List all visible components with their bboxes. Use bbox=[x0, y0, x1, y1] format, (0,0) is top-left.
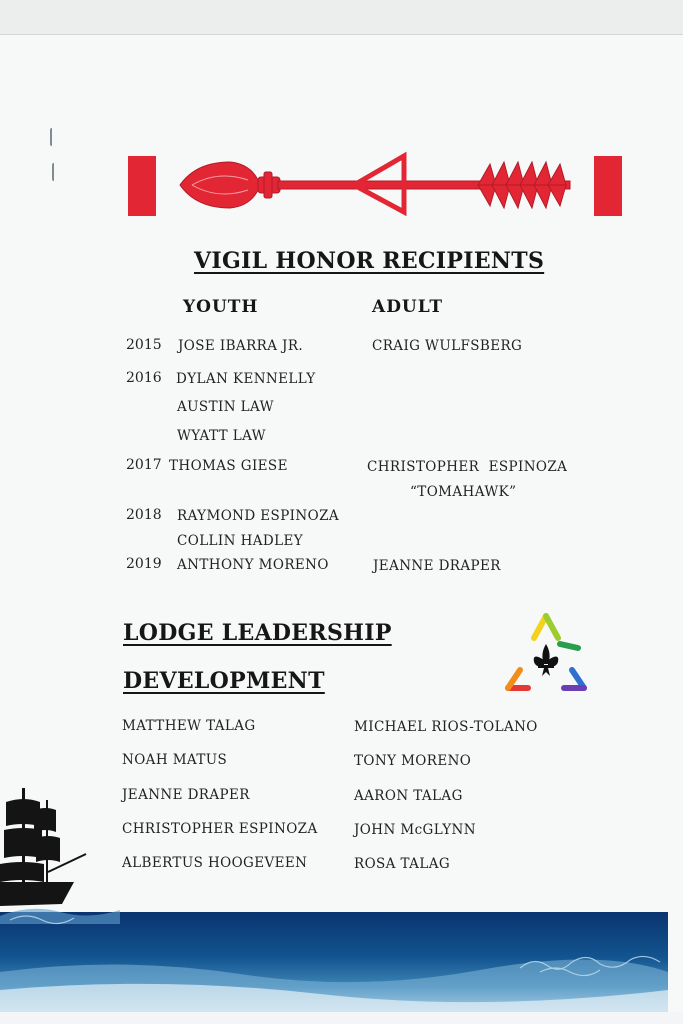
youth-recipient: WYATT LAW bbox=[177, 428, 266, 444]
youth-column-header: YOUTH bbox=[183, 297, 259, 317]
leadership-member: MATTHEW TALAG bbox=[122, 718, 256, 734]
leadership-member: NOAH MATUS bbox=[122, 752, 228, 768]
year-label: 2015 bbox=[126, 337, 162, 353]
sash-right-band bbox=[594, 156, 622, 216]
youth-recipient: AUSTIN LAW bbox=[177, 399, 274, 415]
youth-recipient: RAYMOND ESPINOZA bbox=[177, 508, 340, 524]
leadership-title-line1: LODGE LEADERSHIP bbox=[123, 620, 392, 646]
youth-recipient: COLLIN HADLEY bbox=[177, 533, 304, 549]
adult-recipient: CHRISTOPHER ESPINOZA bbox=[367, 459, 568, 475]
leadership-member: JOHN McGLYNN bbox=[354, 822, 476, 838]
ocean-waves-icon bbox=[0, 902, 683, 1024]
vigil-section-title: VIGIL HONOR RECIPIENTS bbox=[194, 248, 545, 274]
leadership-member: TONY MORENO bbox=[354, 753, 472, 769]
adult-recipient: JEANNE DRAPER bbox=[373, 558, 501, 574]
sailing-ship-icon bbox=[0, 782, 90, 912]
sash-left-band bbox=[128, 156, 156, 216]
leadership-member: MICHAEL RIOS-TOLANO bbox=[354, 719, 538, 735]
leadership-member: JEANNE DRAPER bbox=[122, 787, 250, 803]
leadership-member: ROSA TALAG bbox=[354, 856, 451, 872]
youth-recipient: JOSE IBARRA JR. bbox=[178, 338, 304, 354]
year-label: 2019 bbox=[126, 556, 162, 572]
staple-mark bbox=[52, 163, 57, 181]
year-label: 2016 bbox=[126, 370, 162, 386]
leadership-title-line2: DEVELOPMENT bbox=[123, 668, 325, 694]
adult-recipient: CRAIG WULFSBERG bbox=[372, 338, 523, 354]
leadership-member: ALBERTUS HOOGEVEEN bbox=[122, 855, 308, 871]
youth-recipient: THOMAS GIESE bbox=[169, 458, 288, 474]
adult-recipient-nickname: “TOMAHAWK” bbox=[410, 484, 517, 500]
year-label: 2017 bbox=[126, 457, 162, 473]
youth-recipient: DYLAN KENNELLY bbox=[176, 371, 316, 387]
leadership-member: CHRISTOPHER ESPINOZA bbox=[122, 821, 318, 837]
youth-recipient: ANTHONY MORENO bbox=[177, 557, 329, 573]
leadership-member: AARON TALAG bbox=[354, 788, 463, 804]
staple-mark bbox=[50, 128, 55, 146]
adult-column-header: ADULT bbox=[372, 297, 443, 317]
year-label: 2018 bbox=[126, 507, 162, 523]
oa-arrow-sash-icon bbox=[178, 150, 578, 220]
page-top-edge bbox=[0, 0, 683, 35]
rainbow-triangle-fleur-de-lis-icon bbox=[498, 608, 594, 698]
